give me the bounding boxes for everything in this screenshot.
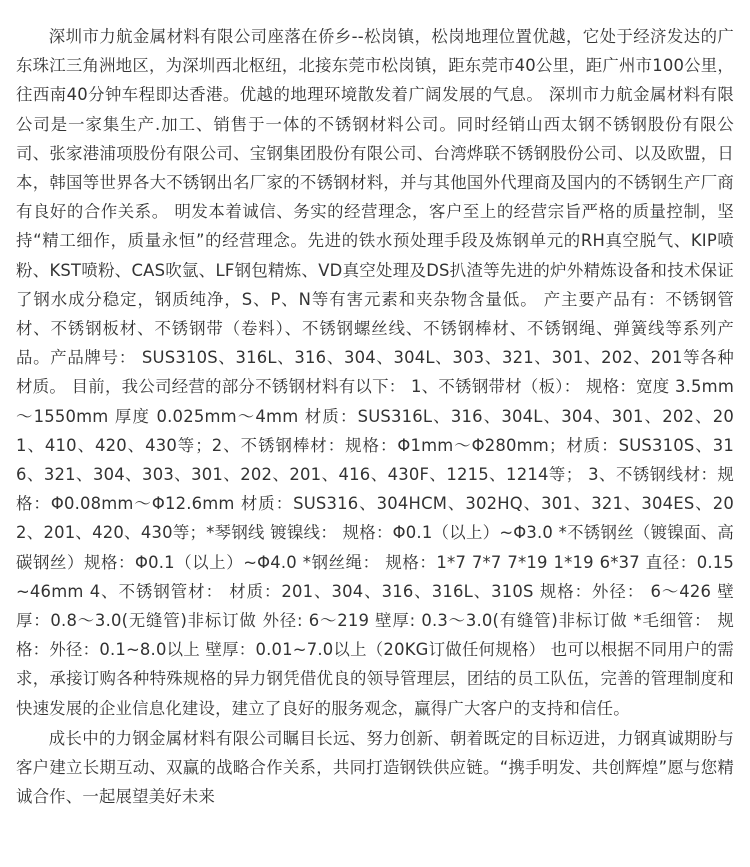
company-intro-paragraph: 深圳市力航金属材料有限公司座落在侨乡--松岗镇，松岗地理位置优越，它处于经济发达的广东珠江三角洲地区，为深圳西北枢纽，北接东莞市松岗镇，距东莞市40公里，距广州市100公里，往西南40分钟车程即达香港。优越的地理环境散发着广阔发展的气息。 深圳市力航金属材料有限公司是一家集生产.加工、销售于一体的不锈钢材料公司。同时经销山西太钢不锈钢股份有限公司、张家港浦项股份有限公司、宝钢集团股份有限公司、台湾烨联不锈钢股份公司、以及欧盟，日本，韩国等世界各大不锈钢出名厂家的不锈钢材料，并与其他国外代理商及国内的不锈钢生产厂商有良好的合作关系。 明发本着诚信、务实的经营理念，客户至上的经营宗旨严格的质量控制，坚持“精工细作，质量永恒”的经营理念。先进的铁水预处理手段及炼钢单元的RH真空脱气、KIP喷粉、KST喷粉、CAS吹氩、LF钢包精炼、VD真空处理及DS扒渣等先进的炉外精炼设备和技术保证了钢水成分稳定，钢质纯净，S、P、N等有害元素和夹杂物含量低。 产主要产品有：不锈钢管材、不锈钢板材、不锈钢带（卷料）、不锈钢螺丝线、不锈钢棒材、不锈钢绳、弹簧线等系列产品。产品牌号： SUS310S、316L、316、304、304L、303、321、301、202、201等各种材质。 目前，我公司经营的部分不锈钢材料有以下： 1、不锈钢带材（板）： 规格：宽度 3.5mm～1550mm 厚度 0.025mm～4mm 材质：SUS316L、316、304L、304、301、202、201、410、420、430等；2、不锈钢棒材：规格：Φ1mm～Φ280mm；材质：SUS310S、316、321、304、303、301、202、201、416、430F、1215、1214等； 3、不锈钢线材：规格：Φ0.08mm～Φ12.6mm 材质：SUS316、304HCM、302HQ、301、321、304ES、202、201、420、430等；*琴钢线 镀镍线： 规格：Φ0.1（以上）~Φ3.0 *不锈钢丝（镀镍面、高碳钢丝）规格：Φ0.1（以上）~Φ4.0 *钢丝绳： 规格：1*7 7*7 7*19 1*19 6*37 直径：0.15~46mm 4、不锈钢管材： 材质：201、304、316、316L、310S 规格：外径： 6～426 壁厚：0.8～3.0(无缝管)非标订做 外径: 6～219 壁厚: 0.3～3.0(有缝管)非标订做 *毛细管： 规格：外径：0.1~8.0以上 壁厚：0.01~7.0以上（20KG订做任何规格） 也可以根据不同用户的需求，承接订购各种特殊规格的异力钢凭借优良的领导管理层，团结的员工队伍，完善的管理制度和快速发展的企业信息化建设，建立了良好的服务观念，赢得广大客户的支持和信任。 — [16, 27, 734, 718]
company-vision-paragraph: 成长中的力钢金属材料有限公司瞩目长远、努力创新、朝着既定的目标迈进，力钢真诚期盼与客户建立长期互动、双赢的战略合作关系，共同打造钢铁供应链。“携手明发、共创辉煌”愿与您精诚合作、一起展望美好未来 — [16, 728, 734, 807]
